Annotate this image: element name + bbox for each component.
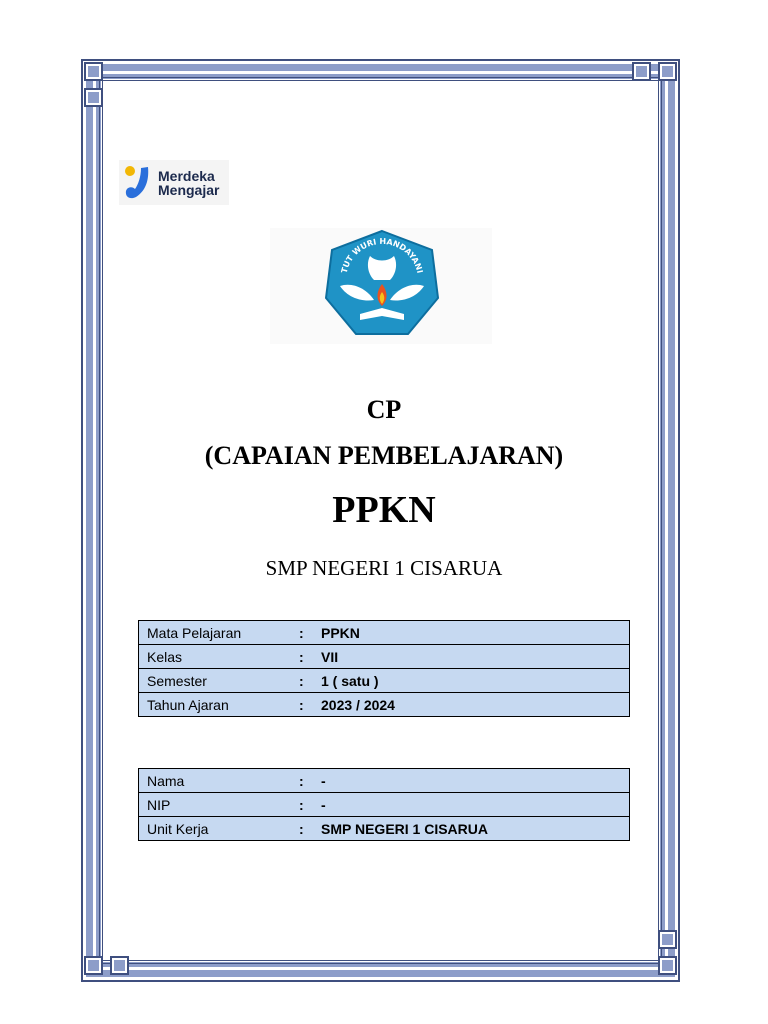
row-colon: : bbox=[293, 793, 321, 817]
teacher-info-table bbox=[138, 768, 630, 841]
table-row bbox=[139, 793, 630, 817]
row-colon: : bbox=[293, 621, 321, 645]
merdeka-text: Merdeka bbox=[158, 167, 215, 184]
table-row bbox=[139, 669, 630, 693]
row-label: Nama bbox=[139, 769, 294, 793]
school-name: SMP NEGERI 1 CISARUA bbox=[265, 556, 503, 580]
row-value: - bbox=[321, 769, 630, 793]
row-value: 1 ( satu ) bbox=[321, 669, 630, 693]
doc-subject-title: PPKN bbox=[332, 489, 436, 531]
row-label: Kelas bbox=[139, 645, 294, 669]
row-label: Semester bbox=[139, 669, 294, 693]
row-label: Mata Pelajaran bbox=[139, 621, 294, 645]
row-label: NIP bbox=[139, 793, 294, 817]
table-row bbox=[139, 645, 630, 669]
table-row bbox=[139, 769, 630, 793]
table-row bbox=[139, 693, 630, 717]
corner-square bbox=[84, 956, 103, 975]
doc-title-cp: CP bbox=[366, 395, 402, 424]
row-colon: : bbox=[293, 693, 321, 717]
row-value: SMP NEGERI 1 CISARUA bbox=[321, 817, 630, 841]
mengajar-text: Mengajar bbox=[158, 181, 220, 198]
corner-square bbox=[84, 88, 103, 107]
corner-square bbox=[632, 62, 651, 81]
corner-square bbox=[84, 62, 103, 81]
row-colon: : bbox=[293, 645, 321, 669]
row-label: Tahun Ajaran bbox=[139, 693, 294, 717]
emblem-icon bbox=[270, 228, 492, 344]
corner-square bbox=[658, 62, 677, 81]
row-value: - bbox=[321, 793, 630, 817]
corner-square bbox=[658, 956, 677, 975]
emblem-motto: TUT WURI HANDAYANI bbox=[339, 236, 425, 275]
tut-wuri-handayani-emblem bbox=[270, 228, 492, 344]
row-value: VII bbox=[321, 645, 630, 669]
row-colon: : bbox=[293, 769, 321, 793]
merdeka-mengajar-logo bbox=[119, 160, 229, 205]
row-value: 2023 / 2024 bbox=[321, 693, 630, 717]
row-colon: : bbox=[293, 669, 321, 693]
doc-title-capaian: (CAPAIAN PEMBELAJARAN) bbox=[204, 441, 564, 470]
row-label: Unit Kerja bbox=[139, 817, 294, 841]
row-value: PPKN bbox=[321, 621, 630, 645]
table-row bbox=[139, 817, 630, 841]
merdeka-figure-icon bbox=[122, 164, 154, 202]
row-colon: : bbox=[293, 817, 321, 841]
corner-square bbox=[658, 930, 677, 949]
table-row bbox=[139, 621, 630, 645]
course-info-table bbox=[138, 620, 630, 717]
corner-square bbox=[110, 956, 129, 975]
